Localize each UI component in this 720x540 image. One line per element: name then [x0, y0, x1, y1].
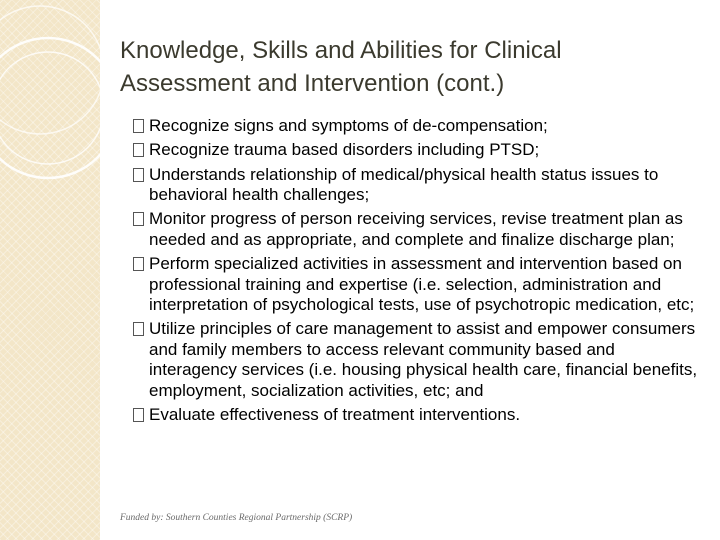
list-item: [133, 140, 703, 161]
bullet-box-icon: [133, 322, 144, 336]
bullet-box-icon: [133, 168, 144, 182]
title-line-1: Knowledge, Skills and Abilities for Clinical: [120, 37, 562, 64]
bullet-box-icon: [133, 257, 144, 271]
list-item: [133, 405, 703, 426]
list-item: [133, 254, 703, 316]
bullet-text: Perform specialized activities in assessment and intervention based on professional training and expertise (i.e. selection, administration and interpretation of psychological tests, use of psychotropic medication, etc;: [149, 254, 695, 315]
bullet-text: Monitor progress of person receiving services, revise treatment plan as needed and as appropriate, and complete and finalize discharge plan;: [149, 209, 683, 249]
list-item: [133, 165, 703, 206]
bullet-text: Utilize principles of care management to assist and empower consumers and family members to access relevant community based and interagency services (i.e. housing physical health care, financial benefits, employment, socialization activities, etc; and: [149, 319, 698, 400]
bullet-box-icon: [133, 212, 144, 226]
list-item: [133, 116, 703, 137]
bullet-box-icon: [133, 143, 144, 157]
bullet-text: Understands relationship of medical/physical health status issues to behavioral health challenges;: [149, 164, 659, 205]
bullet-text: Evaluate effectiveness of treatment interventions.: [149, 405, 521, 425]
bullet-list: [133, 116, 703, 430]
list-item: [133, 209, 703, 250]
bullet-box-icon: [133, 408, 144, 422]
bullet-box-icon: [133, 119, 144, 133]
bullet-text: Recognize trauma based disorders including PTSD;: [149, 140, 540, 160]
bullet-text: Recognize signs and symptoms of de-compensation;: [149, 116, 548, 135]
list-item: [133, 319, 703, 401]
page-title: [120, 34, 700, 100]
footer-credit: Funded by: Southern Counties Regional Partnership (SCRP): [120, 513, 353, 523]
title-line-2: Assessment and Intervention (cont.): [120, 70, 505, 97]
